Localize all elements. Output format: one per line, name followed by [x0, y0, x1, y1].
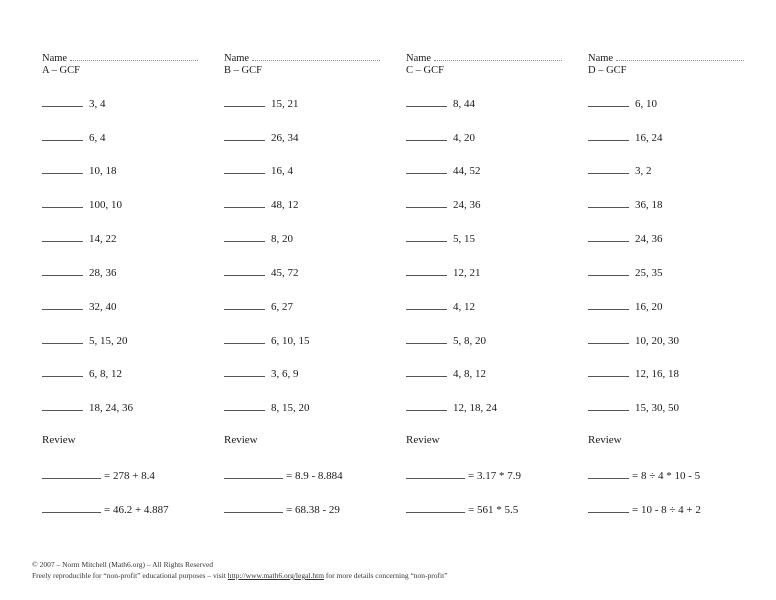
answer-blank[interactable] [42, 400, 83, 411]
problem-row [588, 231, 663, 245]
worksheet-title: C – GCF [406, 65, 444, 76]
problem-row [588, 299, 663, 313]
problem-numbers: 24, 36 [453, 199, 481, 211]
legal-link[interactable]: http://www.math6.org/legal.htm [227, 571, 325, 580]
review-heading: Review [406, 434, 440, 446]
review-row [588, 502, 701, 516]
answer-blank[interactable] [224, 265, 265, 276]
problem-row [224, 400, 310, 414]
problem-numbers: 6, 4 [89, 132, 106, 144]
problem-numbers: 6, 10, 15 [271, 335, 310, 347]
worksheet-c [406, 0, 586, 540]
review-expression: = 68.38 - 29 [286, 504, 340, 516]
problem-row [42, 299, 117, 313]
review-answer-blank[interactable] [588, 502, 629, 513]
review-row [224, 502, 340, 516]
problem-row [42, 366, 122, 380]
problem-row [406, 299, 475, 313]
name-blank-line[interactable] [252, 52, 380, 61]
answer-blank[interactable] [42, 163, 83, 174]
answer-blank[interactable] [42, 333, 83, 344]
review-row [406, 468, 521, 482]
problem-numbers: 6, 27 [271, 301, 293, 313]
problem-row [42, 96, 106, 110]
problem-row [42, 163, 117, 177]
problem-numbers: 10, 18 [89, 165, 117, 177]
problem-numbers: 44, 52 [453, 165, 481, 177]
review-answer-blank[interactable] [224, 502, 283, 513]
problem-row [406, 197, 481, 211]
worksheet-d [588, 0, 768, 540]
problem-row [406, 366, 486, 380]
problem-numbers: 15, 21 [271, 98, 299, 110]
name-blank-line[interactable] [434, 52, 562, 61]
problem-row [42, 197, 122, 211]
review-answer-blank[interactable] [406, 468, 465, 479]
problem-row [42, 265, 117, 279]
answer-blank[interactable] [224, 96, 265, 107]
review-expression: = 8.9 - 8.884 [286, 470, 343, 482]
problem-numbers: 24, 36 [635, 233, 663, 245]
name-label: Name [406, 53, 432, 64]
problem-row [406, 265, 481, 279]
answer-blank[interactable] [406, 366, 447, 377]
problem-numbers: 15, 30, 50 [635, 402, 679, 414]
problem-row [406, 231, 475, 245]
problem-row [406, 130, 475, 144]
problem-numbers: 4, 20 [453, 132, 475, 144]
review-expression: = 3.17 * 7.9 [468, 470, 521, 482]
problem-numbers: 6, 10 [635, 98, 657, 110]
problem-row [42, 130, 106, 144]
problem-numbers: 14, 22 [89, 233, 117, 245]
answer-blank[interactable] [588, 96, 629, 107]
worksheet-a [42, 0, 222, 540]
problem-row [224, 333, 310, 347]
worksheet-title: D – GCF [588, 65, 627, 76]
problem-row [588, 366, 679, 380]
footer-license-suffix: for more details concerning “non-profit” [324, 571, 448, 580]
name-label: Name [588, 53, 614, 64]
review-answer-blank[interactable] [588, 468, 629, 479]
answer-blank[interactable] [42, 231, 83, 242]
answer-blank[interactable] [406, 400, 447, 411]
answer-blank[interactable] [224, 163, 265, 174]
answer-blank[interactable] [42, 299, 83, 310]
problem-row [224, 299, 293, 313]
problem-row [588, 197, 663, 211]
problem-numbers: 8, 20 [271, 233, 293, 245]
problem-numbers: 16, 24 [635, 132, 663, 144]
answer-blank[interactable] [224, 197, 265, 208]
problem-numbers: 48, 12 [271, 199, 299, 211]
answer-blank[interactable] [406, 163, 447, 174]
answer-blank[interactable] [588, 333, 629, 344]
problem-numbers: 6, 8, 12 [89, 368, 122, 380]
problem-row [42, 333, 128, 347]
name-field [42, 52, 198, 64]
problem-row [224, 163, 293, 177]
name-blank-line[interactable] [616, 52, 744, 61]
answer-blank[interactable] [224, 130, 265, 141]
review-answer-blank[interactable] [42, 468, 101, 479]
footer-copyright: © 2007 – Norm Mitchell (Math6.org) – All Rights Reserved [32, 560, 213, 569]
answer-blank[interactable] [406, 265, 447, 276]
problem-numbers: 36, 18 [635, 199, 663, 211]
answer-blank[interactable] [42, 197, 83, 208]
answer-blank[interactable] [406, 197, 447, 208]
answer-blank[interactable] [588, 197, 629, 208]
review-answer-blank[interactable] [406, 502, 465, 513]
problem-row [224, 231, 293, 245]
answer-blank[interactable] [588, 163, 629, 174]
problem-numbers: 25, 35 [635, 267, 663, 279]
worksheet-title: B – GCF [224, 65, 262, 76]
review-row [224, 468, 343, 482]
footer-license-prefix: Freely reproducible for “non-profit” educational purposes – visit [32, 571, 228, 580]
review-expression: = 46.2 + 4.887 [104, 504, 169, 516]
answer-blank[interactable] [406, 299, 447, 310]
review-row [42, 468, 155, 482]
name-field [588, 52, 744, 64]
problem-numbers: 4, 8, 12 [453, 368, 486, 380]
answer-blank[interactable] [588, 265, 629, 276]
problem-numbers: 28, 36 [89, 267, 117, 279]
problem-row [224, 265, 299, 279]
problem-numbers: 10, 20, 30 [635, 335, 679, 347]
answer-blank[interactable] [42, 130, 83, 141]
answer-blank[interactable] [42, 366, 83, 377]
review-heading: Review [588, 434, 622, 446]
name-label: Name [224, 53, 250, 64]
problem-numbers: 12, 16, 18 [635, 368, 679, 380]
review-expression: = 561 * 5.5 [468, 504, 519, 516]
answer-blank[interactable] [224, 299, 265, 310]
problem-row [406, 333, 486, 347]
problem-row [42, 231, 117, 245]
answer-blank[interactable] [588, 130, 629, 141]
answer-blank[interactable] [588, 366, 629, 377]
review-row [588, 468, 700, 482]
review-answer-blank[interactable] [42, 502, 101, 513]
problem-row [224, 197, 299, 211]
problem-numbers: 12, 18, 24 [453, 402, 497, 414]
problem-row [588, 96, 657, 110]
problem-numbers: 8, 15, 20 [271, 402, 310, 414]
problem-row [406, 96, 475, 110]
problem-numbers: 8, 44 [453, 98, 475, 110]
problem-row [224, 130, 299, 144]
problem-numbers: 32, 40 [89, 301, 117, 313]
problem-numbers: 4, 12 [453, 301, 475, 313]
footer-license [32, 571, 448, 580]
problem-numbers: 3, 6, 9 [271, 368, 299, 380]
problem-row [224, 366, 299, 380]
answer-blank[interactable] [588, 231, 629, 242]
problem-row [406, 163, 481, 177]
problem-numbers: 100, 10 [89, 199, 122, 211]
name-field [406, 52, 562, 64]
name-blank-line[interactable] [70, 52, 198, 61]
problem-numbers: 3, 4 [89, 98, 106, 110]
problem-numbers: 16, 4 [271, 165, 293, 177]
problem-row [42, 400, 133, 414]
problem-numbers: 5, 8, 20 [453, 335, 486, 347]
problem-row [588, 333, 679, 347]
problem-numbers: 5, 15 [453, 233, 475, 245]
problem-row [588, 163, 652, 177]
answer-blank[interactable] [42, 96, 83, 107]
review-row [406, 502, 518, 516]
review-expression: = 10 - 8 ÷ 4 + 2 [632, 504, 701, 516]
problem-numbers: 5, 15, 20 [89, 335, 128, 347]
review-answer-blank[interactable] [224, 468, 283, 479]
problem-numbers: 45, 72 [271, 267, 299, 279]
problem-row [588, 400, 679, 414]
answer-blank[interactable] [224, 400, 265, 411]
review-heading: Review [224, 434, 258, 446]
problem-numbers: 18, 24, 36 [89, 402, 133, 414]
review-expression: = 8 ÷ 4 * 10 - 5 [632, 470, 701, 482]
answer-blank[interactable] [588, 400, 629, 411]
problem-row [588, 130, 663, 144]
answer-blank[interactable] [224, 366, 265, 377]
answer-blank[interactable] [224, 231, 265, 242]
name-field [224, 52, 380, 64]
problem-row [406, 400, 497, 414]
problem-numbers: 12, 21 [453, 267, 481, 279]
problem-numbers: 16, 20 [635, 301, 663, 313]
answer-blank[interactable] [406, 96, 447, 107]
problem-numbers: 26, 34 [271, 132, 299, 144]
review-heading: Review [42, 434, 76, 446]
problem-row [588, 265, 663, 279]
review-expression: = 278 + 8.4 [104, 470, 155, 482]
problem-row [224, 96, 299, 110]
answer-blank[interactable] [406, 333, 447, 344]
answer-blank[interactable] [224, 333, 265, 344]
answer-blank[interactable] [406, 130, 447, 141]
problem-numbers: 3, 2 [635, 165, 652, 177]
worksheet-title: A – GCF [42, 65, 80, 76]
review-row [42, 502, 169, 516]
worksheet-b [224, 0, 404, 540]
answer-blank[interactable] [42, 265, 83, 276]
answer-blank[interactable] [406, 231, 447, 242]
answer-blank[interactable] [588, 299, 629, 310]
name-label: Name [42, 53, 68, 64]
